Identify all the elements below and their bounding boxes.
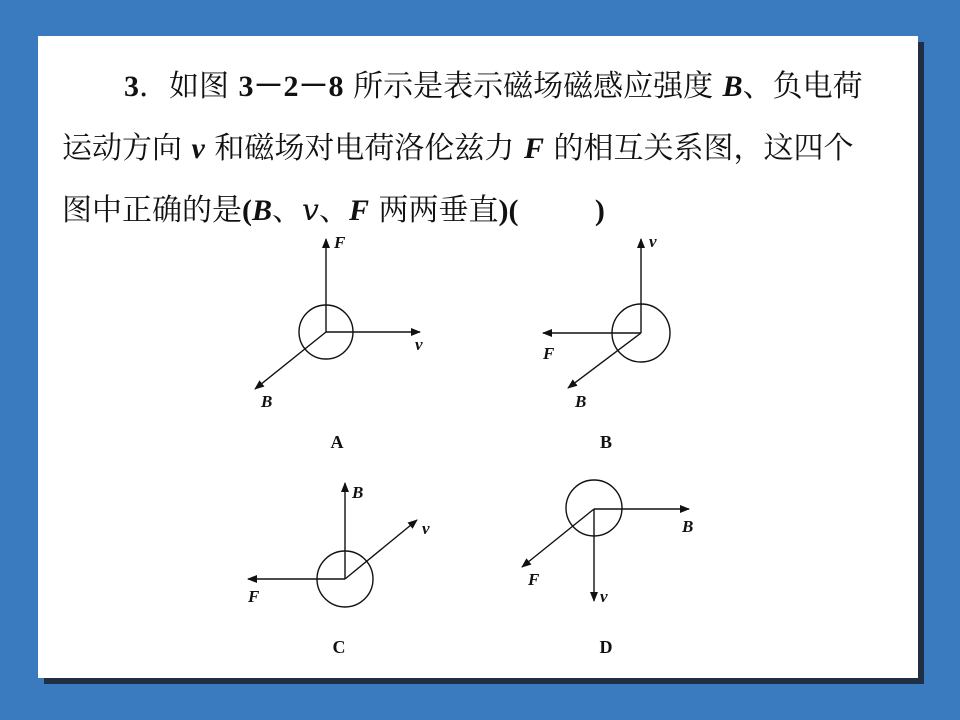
text-segment: 所示是表示磁场磁感应强度: [343, 69, 723, 104]
paren: (: [242, 194, 252, 227]
text-segment: 、负电荷: [742, 69, 863, 104]
symbol-F: F: [523, 132, 544, 165]
question-number: 3: [124, 70, 139, 103]
figure-caption-c: C: [332, 637, 346, 657]
label-v: v: [415, 335, 423, 354]
arrow-B: [255, 332, 326, 389]
figure-b: [543, 239, 670, 388]
figure-a: [255, 239, 420, 389]
text-segment: 、: [272, 193, 303, 228]
label-F: F: [334, 233, 346, 252]
label-B: B: [682, 517, 694, 536]
label-v: v: [649, 232, 657, 251]
text-segment: 和磁场对电荷洛伦兹力: [204, 131, 524, 166]
label-F: F: [543, 344, 555, 363]
figure-d: [522, 480, 689, 601]
figure-c: [248, 483, 417, 607]
symbol-v: v: [302, 193, 319, 228]
label-B: B: [575, 392, 587, 411]
text-segment: ．如图: [139, 69, 239, 104]
paren: ): [594, 194, 605, 227]
label-B: B: [261, 392, 273, 411]
label-F: F: [248, 587, 260, 606]
text-segment: 两两垂直: [368, 193, 499, 228]
symbol-v: v: [191, 132, 205, 165]
figure-caption-b: B: [599, 432, 613, 452]
symbol-B: B: [252, 194, 273, 227]
paren: )(: [498, 194, 519, 227]
arrow-F: [522, 509, 594, 567]
label-v: v: [422, 519, 430, 538]
text-segment: 图中正确的是: [62, 193, 242, 228]
text-segment: 运动方向: [62, 131, 192, 166]
symbol-F: F: [348, 194, 369, 227]
label-v: v: [600, 587, 608, 606]
figure-reference: 3－2－8: [238, 70, 344, 103]
slide: [38, 36, 918, 678]
label-B: B: [352, 483, 364, 502]
symbol-B: B: [722, 70, 743, 103]
figure-caption-a: A: [330, 432, 344, 452]
figure-caption-d: D: [599, 637, 613, 657]
label-F: F: [528, 570, 540, 589]
text-segment: 、: [318, 193, 349, 228]
arrow-v: [345, 520, 417, 579]
text-segment: 的相互关系图，这四个: [543, 131, 854, 166]
figures-diagram: [38, 36, 918, 678]
